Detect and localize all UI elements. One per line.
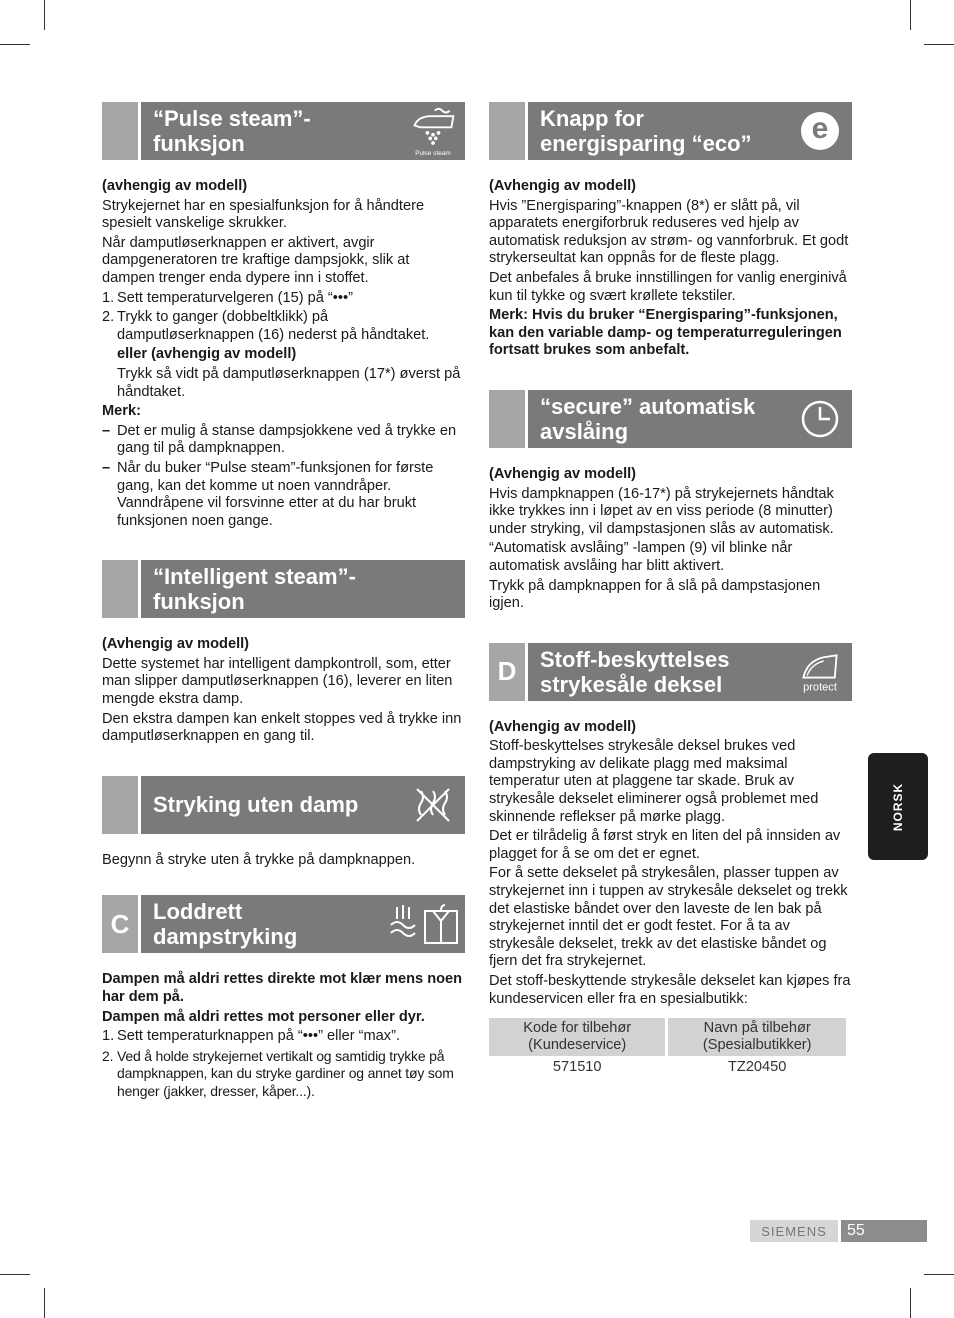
dash: – xyxy=(102,459,111,476)
list-number: 1. xyxy=(102,1028,115,1045)
dash: – xyxy=(102,422,111,439)
paragraph: Trykk på dampknappen for å slå på dampstasjonen igjen. xyxy=(489,577,821,612)
section-title: “secure” automatisk avslåing xyxy=(528,390,852,448)
eco-header xyxy=(489,102,852,160)
eco-icon-letter: e xyxy=(801,112,839,150)
clock-icon xyxy=(796,396,844,442)
section-title: “Pulse steam”- funksjon xyxy=(141,102,465,160)
list-text: Sett temperaturvelgeren (15) på “•••” xyxy=(117,289,353,306)
paragraph: Det anbefales å bruke innstillingen for vanlig energinivå kun til tykke og svært krøllete tekstiler. xyxy=(489,269,847,304)
list-item xyxy=(102,290,465,308)
crop-mark xyxy=(910,0,911,30)
model-note: (Avhengig av modell) xyxy=(489,178,637,194)
model-note: (Avhengig av modell) xyxy=(489,718,637,735)
section-title: Knapp for energisparing “eco” xyxy=(528,102,852,160)
paragraph: Det er tilrådelig å først stryk en liten del på innsiden av plagget for å se om det er egnet. xyxy=(489,828,841,862)
crop-mark xyxy=(0,44,30,45)
section-tab xyxy=(102,776,138,834)
section-tab xyxy=(102,102,138,160)
paragraph: Når damputløserknappen er aktivert, avgir dampgeneratoren tre kraftige dampsjokk, slik at dampen trenger enda dypere inn i stoffet. xyxy=(102,234,410,286)
list-number: 2. xyxy=(102,309,115,326)
section-title: Stoff-beskyttelses strykesåle deksel xyxy=(528,643,852,701)
paragraph: Hvis dampknappen (16-17*) på strykejernets håndtak ikke trykkes inn i løpet av en viss periode (8 minutter) under stryking, vil dampstasjonen slås av automatisk. xyxy=(489,485,834,537)
left-column xyxy=(102,102,465,1103)
model-note: (Avhengig av modell) xyxy=(102,636,250,653)
list-text: Ved å holde strykejernet vertikalt og samtidig trykke på dampknappen, kan du stryke gardiner og annet tøy som henger (jakker, dresser, kåper...). xyxy=(117,1047,454,1099)
no-steam-header xyxy=(102,776,465,834)
protect-icon-label: protect xyxy=(803,681,837,694)
page-number: 55 xyxy=(841,1220,927,1242)
crop-mark xyxy=(0,1274,30,1275)
or-note: eller (avhengig av modell) xyxy=(117,346,297,363)
eco-icon xyxy=(796,108,844,154)
pulse-steam-header xyxy=(102,102,465,160)
section-tab xyxy=(489,102,525,160)
note-text: Det er mulig å stanse dampsjokkene ved å trykke en gang til på dampknappen. xyxy=(117,422,457,457)
crop-mark xyxy=(924,44,954,45)
paragraph: Hvis ”Energisparing”-knappen (8*) er slått på, vil apparatets energiforbruk reduseres ved hjelp av automatisk reduksjon av strøm- og vannforbruk. Et godt strykerseultat kan oppnås for de fleste plagg. xyxy=(489,197,849,267)
section-tab xyxy=(102,560,138,618)
language-tab xyxy=(868,753,928,860)
list-item xyxy=(102,1028,465,1046)
secure-header xyxy=(489,390,852,448)
note-item xyxy=(102,460,465,530)
table-cell: TZ20450 xyxy=(727,1059,787,1076)
table-header: Kode for tilbehør (Kundeservice) xyxy=(489,1018,665,1056)
protect-header xyxy=(489,643,852,701)
right-column xyxy=(489,102,852,1078)
crop-mark xyxy=(910,1288,911,1318)
warning: Dampen må aldri rettes direkte mot klær mens noen har dem på. xyxy=(102,971,463,1006)
crop-mark xyxy=(44,1288,45,1318)
table-cell: 571510 xyxy=(552,1059,602,1076)
accessory-table xyxy=(486,1018,849,1078)
pulse-steam-icon-label: Pulse steam xyxy=(415,150,451,157)
table-row xyxy=(489,1056,846,1078)
crop-mark xyxy=(924,1274,954,1275)
note-item xyxy=(102,423,465,458)
list-item xyxy=(102,1048,465,1101)
list-number: 2. xyxy=(102,1047,114,1064)
language-tab-label: NORSK xyxy=(891,782,905,831)
no-steam-icon xyxy=(409,782,457,828)
paragraph: Det stoff-beskyttende strykesåle dekselet kan kjøpes fra kundeservicen eller fra en spesialbutikk: xyxy=(489,973,851,1007)
list-text: Sett temperaturknappen på “•••” eller “max”. xyxy=(117,1028,400,1045)
vertical-steam-icon xyxy=(383,901,463,947)
list-item xyxy=(102,309,465,344)
note-label: Merk: xyxy=(102,403,141,420)
intelligent-steam-header xyxy=(102,560,465,618)
paragraph: Stoff-beskyttelses strykesåle deksel brukes ved dampstryking av delikate plagg med maksimal temperatur uten at plaggene tar skade. Bruk av strykesåle dekselet eliminerer også problemet med skinnende reflekser på mørke plagg. xyxy=(489,738,819,825)
model-note: (Avhengig av modell) xyxy=(489,465,637,482)
paragraph: Dette systemet har intelligent dampkontroll, som, etter man slipper damputløserknappen (16), leverer en liten mengde ekstra damp. xyxy=(102,655,453,708)
table-header: Navn på tilbehør (Spesialbutikker) xyxy=(668,1018,846,1056)
crop-mark xyxy=(44,0,45,30)
paragraph: Den ekstra dampen kan enkelt stoppes ved å trykke inn damputløserknappen en gang til. xyxy=(102,710,462,745)
list-number: 1. xyxy=(102,289,115,306)
section-title: Loddrett dampstryking xyxy=(141,895,465,953)
warning: Dampen må aldri rettes mot personer eller dyr. xyxy=(102,1008,425,1025)
section-tab xyxy=(489,390,525,448)
brand-label: SIEMENS xyxy=(750,1220,838,1242)
protect-icon xyxy=(796,649,844,695)
list-text: Trykk så vidt på damputløserknappen (17*) øverst på håndtaket. xyxy=(117,365,461,400)
list-text: Trykk to ganger (dobbeltklikk) på damputløserknappen (16) nederst på håndtaket. xyxy=(117,309,430,343)
paragraph: Begynn å stryke uten å trykke på dampknappen. xyxy=(102,851,416,868)
paragraph: For å sette dekselet på strykesålen, plasser tuppen av strykejernet inn i tuppen av strykesåle dekselet og trekk det elastiske båndet over den laveste de len bak på strykejernet inntil det er godt festet. For å ta av strykesåle dekselet, trekk av det elastiske båndet og fjern det fra strykejernet. xyxy=(489,865,848,970)
note-text: Når du buker “Pulse steam”-funksjonen for første gang, kan det komme ut noen vanndråper. Vanndråpene vil forsvinne etter at du har brukt funksjonen noen gange. xyxy=(117,459,434,529)
paragraph: Strykejernet har en spesialfunksjon for å håndtere spesielt vanskelige skrukker. xyxy=(102,197,425,232)
model-note: (avhengig av modell) xyxy=(102,178,248,194)
note: Merk: Hvis du bruker “Energisparing”-funksjonen, kan den variable damp- og temperaturreguleringen fortsatt brukes som anbefalt. xyxy=(489,307,842,359)
footer xyxy=(750,1220,927,1242)
section-tab: C xyxy=(102,895,138,953)
pulse-steam-icon xyxy=(409,108,457,157)
vertical-steam-header xyxy=(102,895,465,953)
paragraph: “Automatisk avslåing” -lampen (9) vil blinke når automatisk avslåing har blitt aktivert. xyxy=(489,540,793,574)
section-title: “Intelligent steam”- funksjon xyxy=(141,560,465,618)
section-title: Stryking uten damp xyxy=(141,776,465,834)
section-tab: D xyxy=(489,643,525,701)
table-header-row xyxy=(489,1018,846,1056)
